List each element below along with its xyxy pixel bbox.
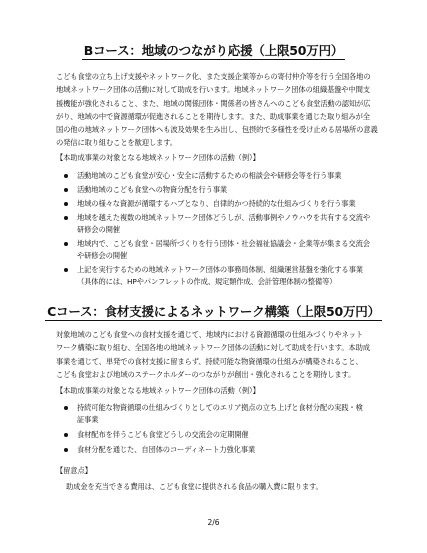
list-item: 活動地域のこども食堂への物資分配を行う事業 bbox=[62, 184, 370, 196]
section-b-paragraph: こども食堂の立ち上げ支援やネットワーク化、また支援企業等からの寄付仲介等を行う全国各地の 地域ネットワーク団体の活動に対して助成を行います。地域ネットワーク団体の組織基盤や中間支 援機能が強化されること、また、地域の関係団体・関係者の皆さんへのこども食堂活動の認知が広 がり、地域の中で資源循環が促進されることを期待します。また、助成事業を通じた取り組みが全 国の他の地域ネットワーク団体へも波及効果を生み出し、包摂的で多様性を受け止める居場所の意義 の発信に取り組むことを歓迎します。 bbox=[56, 72, 378, 148]
bullet-icon bbox=[64, 242, 68, 246]
list-item: 食材分配を通じた、自団体のコーディネート力強化事業 bbox=[62, 444, 363, 456]
notes-label: 【留意点】 bbox=[56, 466, 92, 475]
bullet-icon bbox=[64, 433, 68, 437]
notes-text: 助成金を充当できる費用は、こども食堂に提供される食品の購入費に限ります。 bbox=[66, 482, 323, 491]
list-item: 地域を越えた複数の地域ネットワーク団体どうしが、活動事例やノウハウを共有する交流や 研修会の開催 bbox=[62, 212, 370, 236]
section-b-title: Bコース：地域のつながり応援（上限50万円） bbox=[83, 43, 344, 58]
section-c-list-label: 【本助成事業の対象となる地域ネットワーク団体の活動（例）】 bbox=[56, 386, 260, 395]
section-c-paragraph: 対象地域のこども食堂への食材支援を通じて、地域内における資源循環の仕組みづくりやネット ワーク構築に取り組む、全国各地の地域ネットワーク団体の活動に対して助成を行います。本助成 事業を通じて、単発での食材支援に留まらず、持続可能な物資循環の仕組みが構築されること、 こども食堂および地域のステークホルダーのつながりが創出・強化されることを期待します。 bbox=[56, 330, 370, 379]
bullet-icon bbox=[64, 216, 68, 220]
list-item: 地域の様々な資源が循環するハブとなり、自律的かつ持続的な仕組みづくりを行う事業 bbox=[62, 198, 370, 210]
list-item: 食材配布を伴うこども食堂どうしの交流会の定期開催 bbox=[62, 429, 363, 441]
section-c-list bbox=[62, 402, 363, 459]
page-number: 2/6 bbox=[207, 518, 220, 527]
bullet-icon bbox=[64, 268, 68, 272]
bullet-icon bbox=[64, 174, 68, 178]
list-item: 上記を実行するための地域ネットワーク団体の事務局体制、組織運営基盤を強化する事業 （具体的には、HPやパンフレットの作成、規定類作成、会計管理体制の整備等） bbox=[62, 264, 370, 288]
section-b-list-label: 【本助成事業の対象となる地域ネットワーク団体の活動（例）】 bbox=[56, 153, 260, 162]
section-b-list bbox=[62, 170, 370, 290]
list-item: 持続可能な物資循環の仕組みづくりとしてのエリア拠点の立ち上げと食材分配の実践・検 証事業 bbox=[62, 402, 363, 426]
bullet-icon bbox=[64, 202, 68, 206]
list-item: 活動地域のこども食堂が安心・安全に活動するための相談会や研修会等を行う事業 bbox=[62, 170, 370, 182]
section-c-title: Cコース：食材支援によるネットワーク構築（上限50万円） bbox=[47, 304, 380, 319]
bullet-icon bbox=[64, 406, 68, 410]
list-item: 地域内で、こども食堂・居場所づくりを行う団体・社会福祉協議会・企業等が集まる交流会 や研修会の開催 bbox=[62, 238, 370, 262]
bullet-icon bbox=[64, 188, 68, 192]
bullet-icon bbox=[64, 448, 68, 452]
